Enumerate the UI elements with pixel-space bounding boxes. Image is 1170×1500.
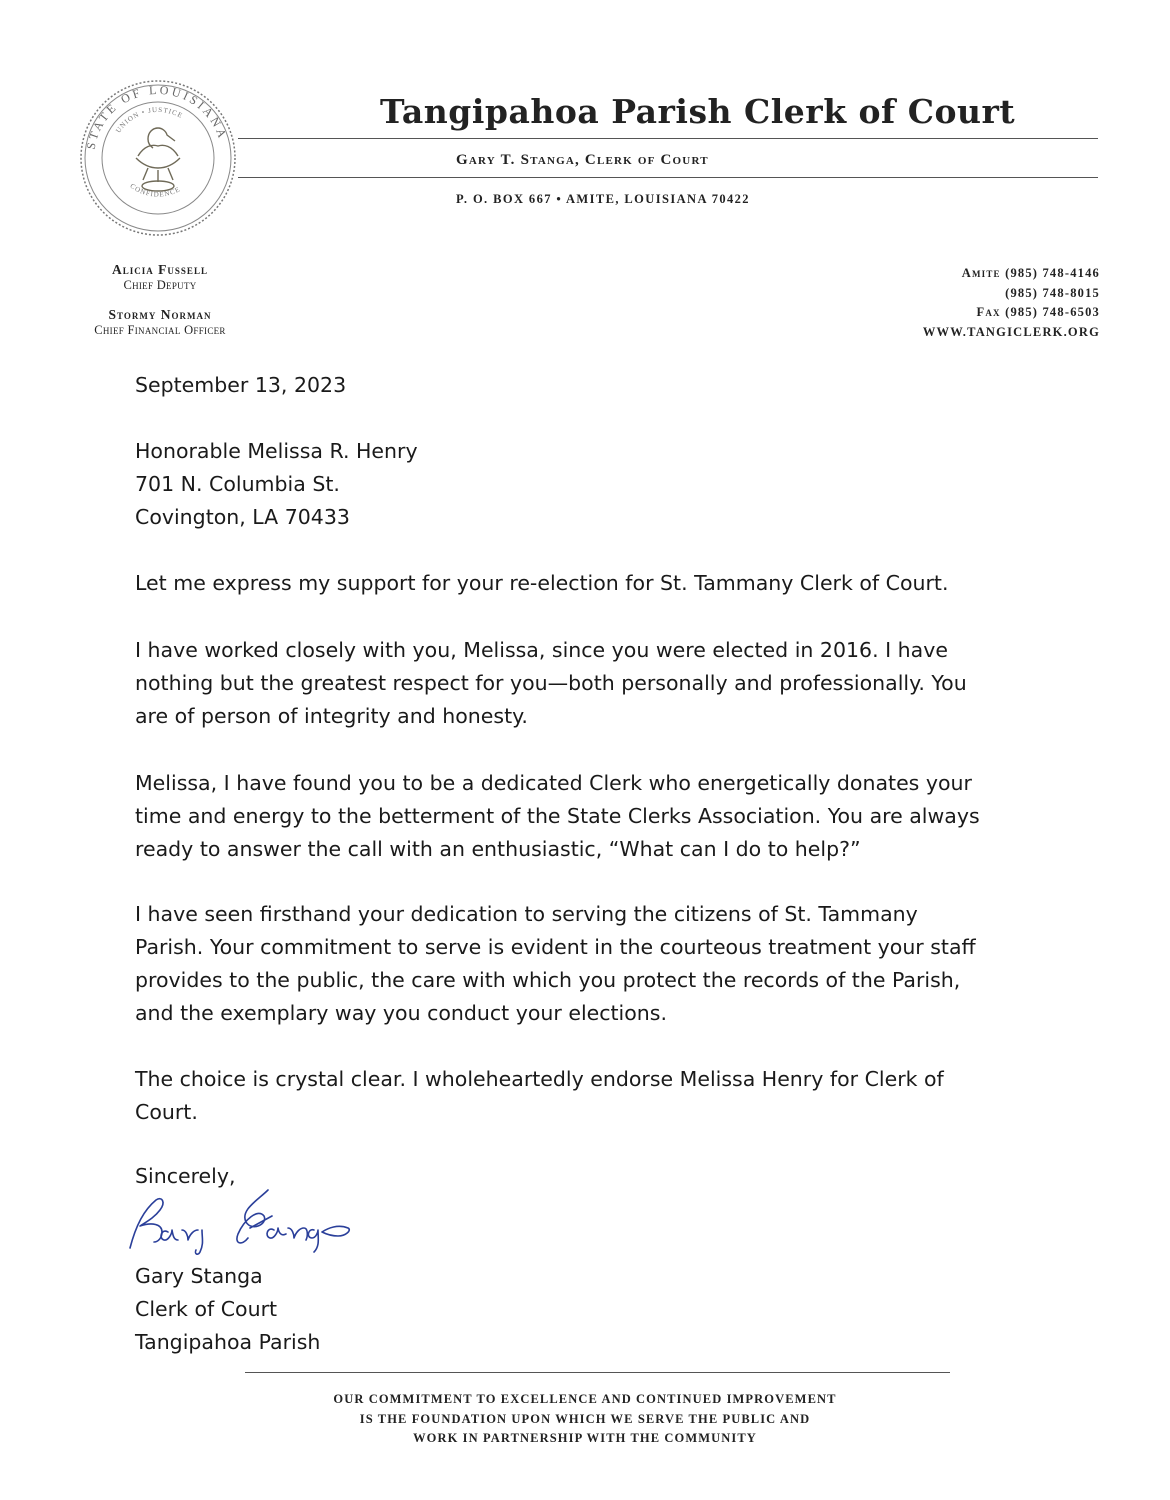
paragraph-line: ready to answer the call with an enthusiastic, “What can I do to help?” <box>135 837 861 861</box>
phone-primary: (985) 748-4146 <box>1005 266 1100 280</box>
recipient-line: 701 N. Columbia St. <box>135 472 340 496</box>
contact-info <box>923 264 1100 342</box>
closing: Sincerely, <box>135 1164 236 1188</box>
svg-text:CONFIDENCE: CONFIDENCE <box>128 181 182 199</box>
paragraph-1 <box>135 567 1055 600</box>
footer-line: WORK IN PARTNERSHIP WITH THE COMMUNITY <box>413 1431 757 1445</box>
paragraph-4 <box>135 898 1055 1030</box>
paragraph-line: The choice is crystal clear. I wholeheartedly endorse Melissa Henry for Clerk of <box>135 1067 944 1091</box>
paragraph-2 <box>135 634 1055 733</box>
svg-text:STATE OF LOUISIANA: STATE OF LOUISIANA <box>83 82 231 151</box>
fax-label: Fax <box>976 305 1001 319</box>
recipient-line: Covington, LA 70433 <box>135 505 350 529</box>
svg-text:UNION • JUSTICE: UNION • JUSTICE <box>114 105 185 135</box>
staff-title: Chief Deputy <box>123 278 197 292</box>
paragraph-line: Court. <box>135 1100 198 1124</box>
footer-line: OUR COMMITMENT TO EXCELLENCE AND CONTINUED IMPROVEMENT <box>333 1392 837 1406</box>
paragraph-line: I have seen firsthand your dedication to serving the citizens of St. Tammany <box>135 902 918 926</box>
staff-name: Stormy Norman <box>108 307 212 322</box>
pelican-icon <box>136 128 180 191</box>
website-link[interactable]: WWW.TANGICLERK.ORG <box>922 324 1100 339</box>
paragraph-line: Melissa, I have found you to be a dedicated Clerk who energetically donates your <box>135 771 972 795</box>
staff-chief-deputy <box>60 262 260 293</box>
staff-cfo <box>55 307 265 338</box>
divider <box>238 138 1098 139</box>
handwritten-signature <box>118 1170 358 1260</box>
clerk-name-line: Gary T. Stanga, Clerk of Court <box>456 152 709 168</box>
paragraph-line: provides to the public, the care with which you protect the records of the Parish, <box>135 968 961 992</box>
paragraph-line: are of person of integrity and honesty. <box>135 704 528 728</box>
recipient-line: Honorable Melissa R. Henry <box>135 439 418 463</box>
footer-divider <box>245 1372 950 1373</box>
paragraph-5 <box>135 1063 1055 1129</box>
louisiana-state-seal <box>78 78 238 238</box>
footer-motto <box>240 1390 930 1449</box>
letter-date: September 13, 2023 <box>135 373 347 397</box>
divider <box>238 177 1098 178</box>
signer-name: Gary Stanga <box>135 1264 263 1288</box>
amite-label: Amite <box>961 266 1001 280</box>
paragraph-line: time and energy to the betterment of the State Clerks Association. You are always <box>135 804 980 828</box>
paragraph-line: Parish. Your commitment to serve is evident in the courteous treatment your staff <box>135 935 976 959</box>
fax-number: (985) 748-6503 <box>1005 305 1100 319</box>
paragraph-3 <box>135 767 1055 866</box>
signer-parish: Tangipahoa Parish <box>135 1330 321 1354</box>
signer-title: Clerk of Court <box>135 1297 278 1321</box>
signature-block <box>135 1260 1055 1359</box>
footer-line: IS THE FOUNDATION UPON WHICH WE SERVE THE PUBLIC AND <box>359 1411 811 1426</box>
paragraph-line: nothing but the greatest respect for you—both personally and professionally. You <box>135 671 967 695</box>
phone-secondary: (985) 748-8015 <box>1005 285 1100 300</box>
paragraph-line: I have worked closely with you, Melissa, since you were elected in 2016. I have <box>135 638 948 662</box>
staff-name: Alicia Fussell <box>112 262 208 277</box>
staff-title: Chief Financial Officer <box>94 323 226 337</box>
recipient-address <box>135 435 1055 534</box>
mailing-address: P. O. BOX 667 • AMITE, LOUISIANA 70422 <box>456 192 750 206</box>
paragraph-line: and the exemplary way you conduct your elections. <box>135 1001 667 1025</box>
office-name: Tangipahoa Parish Clerk of Court <box>380 92 1016 131</box>
paragraph-line: Let me express my support for your re-election for St. Tammany Clerk of Court. <box>135 571 949 595</box>
